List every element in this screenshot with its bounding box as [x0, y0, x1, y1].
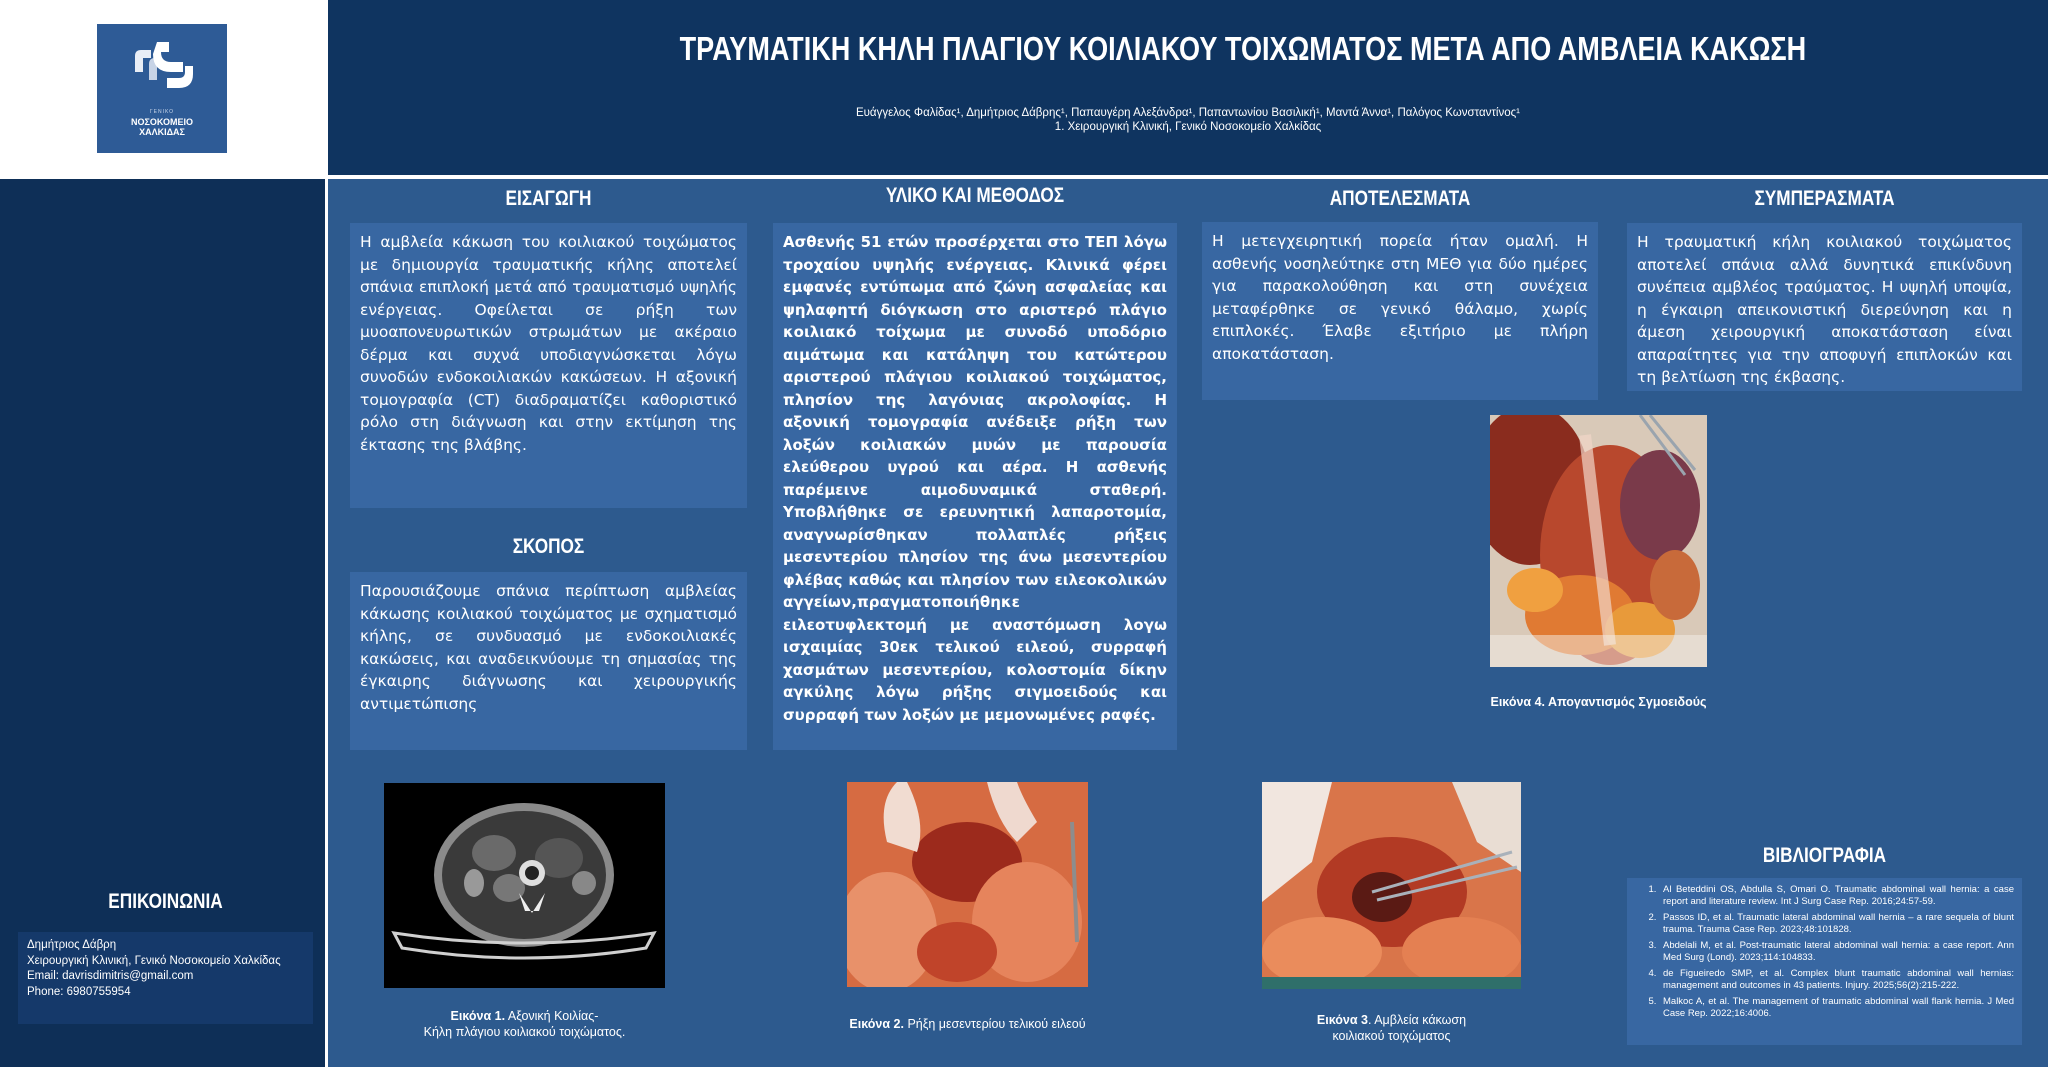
conclusions-heading: ΣΥΜΠΕΡΑΣΜΑΤΑ — [1754, 187, 1895, 210]
methods-heading: ΥΛΙΚΟ ΚΑΙ ΜΕΘΟΔΟΣ — [885, 184, 1065, 207]
figure-2-image — [847, 782, 1088, 987]
reference-item: 4. de Figueiredo SMP, et al. Complex blunt traumatic abdominal wall hernias: management and outcomes in 43 patients. Injury. 2025;56(2):215-222. — [1659, 968, 2014, 991]
figure-1-text: Αξονική Κοιλίας- — [507, 1009, 599, 1023]
logo-small-text: ΓΕΝΙΚΟ — [149, 109, 175, 115]
figure-1-caption — [384, 1008, 665, 1040]
figure-3-label: Εικόνα 3 — [1316, 1013, 1368, 1027]
hospital-logo — [97, 24, 227, 153]
contact-name: Δημήτριος Δάβρη — [27, 939, 117, 951]
logo-text-line1: ΝΟΣΟΚΟΜΕΙΟ — [131, 117, 193, 127]
figure-2-label: Εικόνα 2. — [849, 1017, 904, 1031]
figure-2-text: Ρήξη μεσεντερίου τελικού ειλεού — [907, 1017, 1086, 1031]
figure-1-text-line2: Κήλη πλάγιου κοιλιακού τοιχώματος. — [423, 1025, 626, 1039]
results-text: Η μετεγχειρητική πορεία ήταν ομαλή. Η ασθενής νοσηλεύτηκε στη ΜΕΘ για δύο ημέρες για παρακολούθηση και στη συνέχεια μεταφέρθηκε σε γενικό θάλαμο, χωρίς επιπλοκές. Έλαβε εξιτήριο με πλήρη αποκατάσταση. — [1202, 222, 1598, 400]
references-heading: ΒΙΒΛΙΟΓΡΑΦΙΑ — [1762, 844, 1887, 867]
aim-heading: ΣΚΟΠΟΣ — [512, 535, 585, 558]
reference-item: 2. Passos ID, et al. Traumatic lateral abdominal wall hernia – a rare sequela of blunt trauma. Trauma Case Rep. 2023;48:101828. — [1659, 912, 2014, 935]
reference-item: 1. Al Beteddini OS, Abdulla S, Omari O. Traumatic abdominal wall hernia: a case report and literature review. Int J Surg Case Rep. 2016;24:57-59. — [1659, 884, 2014, 907]
hospital-logo-icon — [127, 38, 197, 108]
logo-text-line2: ΧΑΛΚΙΔΑΣ — [139, 127, 185, 137]
figure-1-image — [384, 783, 665, 988]
results-heading: ΑΠΟΤΕΛΕΣΜΑΤΑ — [1329, 187, 1471, 210]
contact-heading: ΕΠΙΚΟΙΝΩΝΙΑ — [108, 890, 223, 913]
authors: Ευάγγελος Φαλίδας¹, Δημήτριος Δάβρης¹, Παπαυγέρη Αλεξάνδρα¹, Παπαντωνίου Βασιλική¹, Μαντά Άννα¹, Παλόγος Κωνσταντίνος¹ — [855, 107, 1521, 119]
figure-3-text: . Αμβλεία κάκωση — [1367, 1013, 1467, 1027]
references-list — [1627, 878, 2022, 1045]
figure-2-caption — [800, 1016, 1135, 1032]
aim-text: Παρουσιάζουμε σπάνια περίπτωση αμβλείας κάκωσης κοιλιακού τοιχώματος με σχηματισμό κήλης, σε συνδυασμό με ενδοκοιλιακές κακώσεις, και αναδεικνύουμε τη σημασίας της έγκαιρης διάγνωσης και χειρουργικής αντιμετώπισης — [350, 572, 747, 750]
figure-4-caption — [1440, 694, 1757, 710]
contact-email: Email: davrisdimitris@gmail.com — [27, 970, 194, 982]
figure-3-caption — [1262, 1012, 1521, 1044]
conclusions-text: Η τραυματική κήλη κοιλιακού τοιχώματος αποτελεί σπάνια αλλά δυνητικά επικίνδυνη συνέπεια αμβλέος τραύματος. Η υψηλή υποψία, η έγκαιρη απεικονιστική διερεύνηση και η άμεση χειρουργική αποκατάσταση είναι απαραίτητες για την αποφυγή επιπλοκών και τη βελτίωση της έκβασης. — [1627, 223, 2022, 391]
intro-heading: ΕΙΣΑΓΩΓΗ — [505, 187, 592, 210]
reference-item: 3. Abdelali M, et al. Post-traumatic lateral abdominal wall hernia: a case report. Ann Med Surg (Lond). 2023;114:104833. — [1659, 940, 2014, 963]
reference-item: 5. Malkoc A, et al. The management of traumatic abdominal wall flank hernia. J Med Case Rep. 2022;16:4006. — [1659, 996, 2014, 1019]
figure-4-text: Απογαντισμός Σγμοειδούς — [1545, 695, 1707, 709]
figure-3-image — [1262, 782, 1521, 989]
contact-phone: Phone: 6980755954 — [27, 985, 131, 998]
methods-text: Ασθενής 51 ετών προσέρχεται στο ΤΕΠ λόγω τροχαίου υψηλής ενέργειας. Κλινικά φέρει εμφανές εντύπωμα από ζώνη ασφαλείας και ψηλαφητή διόγκωση στο αριστερό πλάγιο κοιλιακό τοίχωμα με συνοδό υποδόριο αιμάτωμα και κατάληψη του κατώτερου αριστερού πλάγιου κοιλιακού τοιχώματος, πλησίον της λαγόνιας ακρολοφίας. Η αξονική τομογραφία ανέδειξε ρήξη των λοξών κοιλιακών μυών με παρουσία ελεύθερου υγρού και αέρα. Η ασθενής παρέμεινε αιμοδυναμικά σταθερή. Υποβλήθηκε σε ερευνητική λαπαροτομία, αναγνωρίσθηκαν πολλαπλές ρήξεις μεσεντερίου πλησίον της άνω μεσεντερίου φλέβας καθώς και πλησίον των ειλεοκολικών αγγείων,πραγματοποιήθηκε ειλεοτυφλεκτομή με αναστόμωση λογω ισχαιμίας 30εκ τελικού ειλεού, συρραφή χασμάτων μεσεντερίου, κολοστομία δίκην αγκύλης λόγω ρήξης σιγμοειδούς και συρραφή των λοξών με μεμονωμένες ραφές. — [773, 223, 1177, 750]
figure-4-label: Εικόνα 4. — [1490, 695, 1546, 709]
affiliation: 1. Χειρουργική Κλινική, Γενικό Νοσοκομείο Χαλκίδας — [1054, 121, 1322, 133]
intro-text: Η αμβλεία κάκωση του κοιλιακού τοιχώματος με δημιουργία τραυματικής κήλης αποτελεί σπάνια επιπλοκή μετά από τραυματισμό υψηλής ενέργειας. Οφείλεται σε ρήξη των μυοαπονευρωτικών στρωμάτων με ακέραιο δέρμα και συχνά υποδιαγνώσκεται λόγω συνοδών ενδοκοιλιακών κακώσεων. Η αξονική τομογραφία (CT) διαδραματίζει καθοριστικό ρόλο στη διάγνωση και στην εκτίμηση της έκτασης της βλάβης. — [350, 223, 747, 508]
contact-affiliation: Χειρουργική Κλινική, Γενικό Νοσοκομείο Χαλκίδας — [27, 954, 281, 967]
figure-1-label: Εικόνα 1. — [450, 1009, 506, 1023]
poster-header — [328, 0, 2048, 175]
poster-title: ΤΡΑΥΜΑΤΙΚΗ ΚΗΛΗ ΠΛΑΓΙΟΥ ΚΟΙΛΙΑΚΟΥ ΤΟΙΧΩΜΑΤΟΣ ΜΕΤΑ ΑΠΟ ΑΜΒΛΕΙΑ ΚΑΚΩΣΗ — [679, 30, 1807, 67]
figure-4-image — [1490, 415, 1707, 667]
contact-box — [18, 932, 313, 1024]
figure-3-text-line2: κοιλιακού τοιχώματος — [1332, 1029, 1451, 1043]
